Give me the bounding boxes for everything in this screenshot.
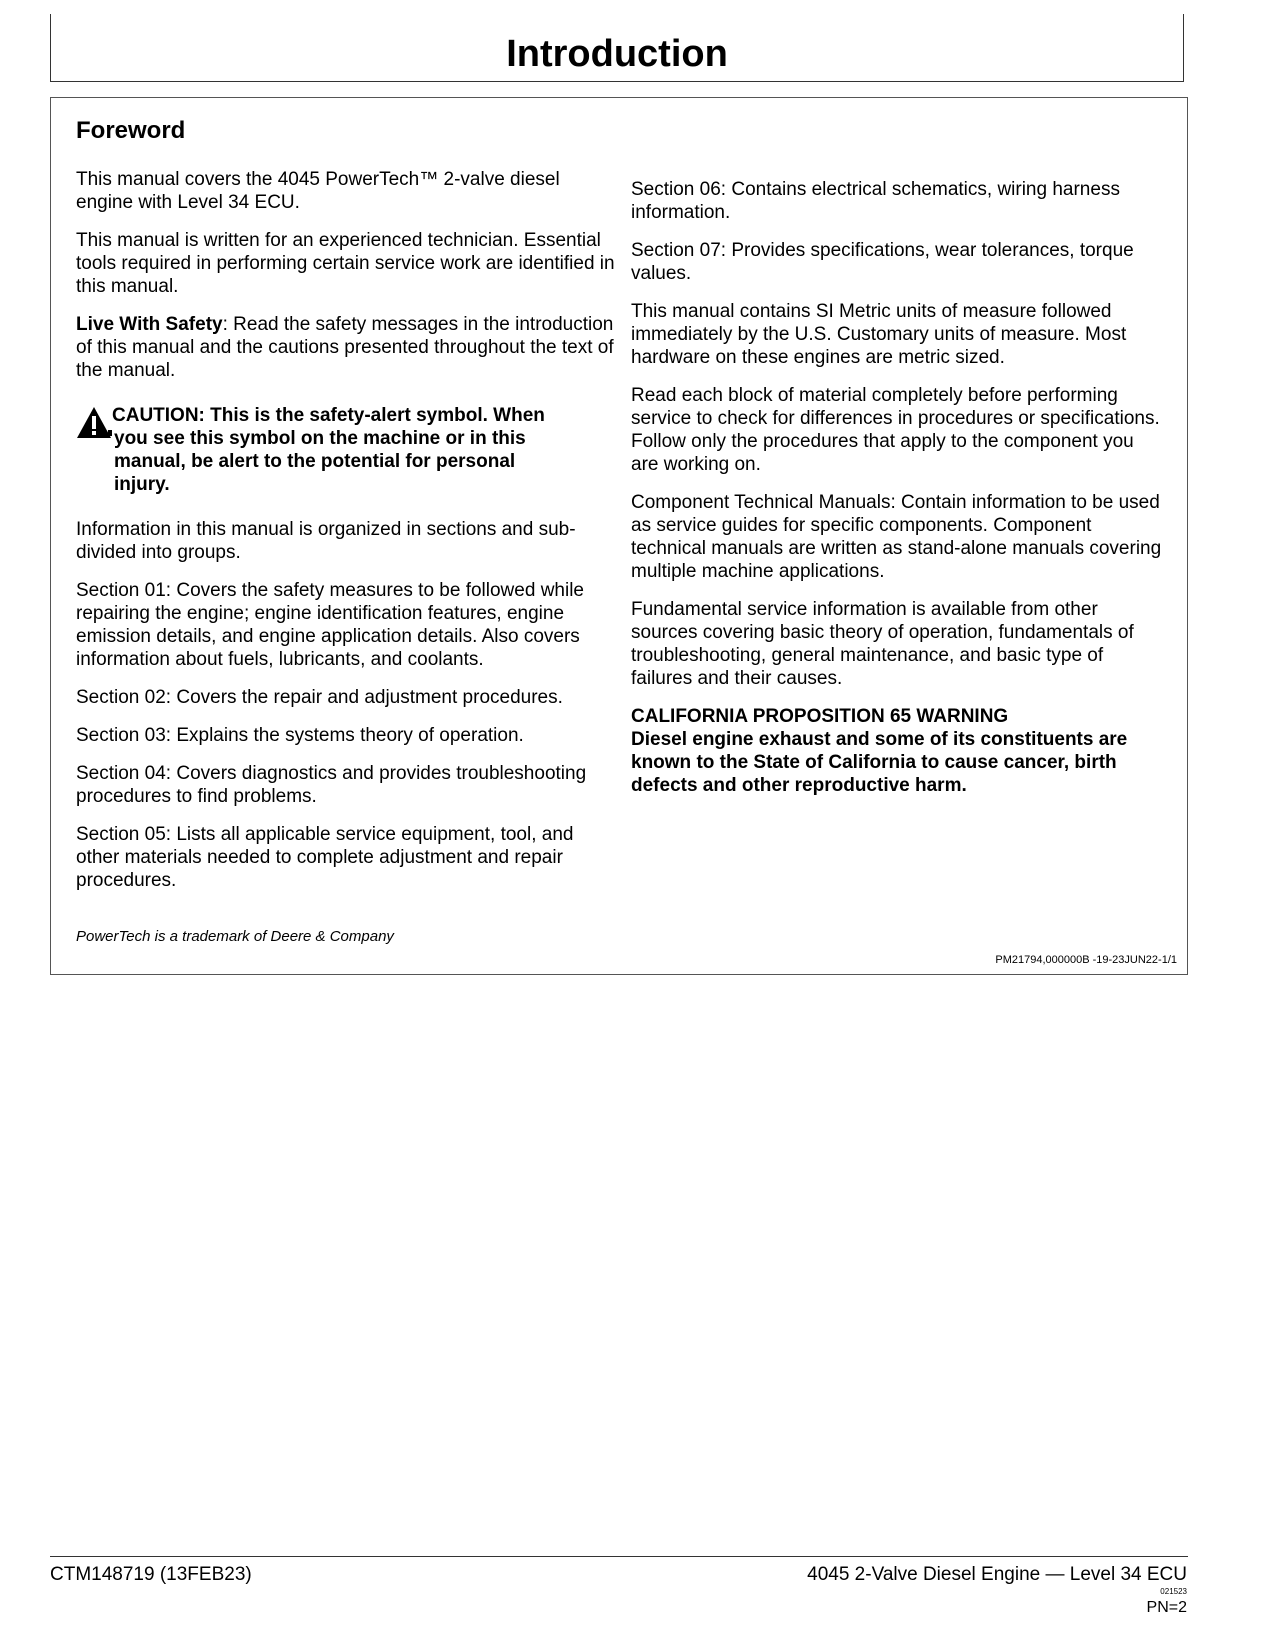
paragraph-section-02: Section 02: Covers the repair and adjustment procedures. — [76, 687, 563, 708]
paragraph-organization: Information in this manual is organized in sections and sub-divided into groups. — [76, 519, 576, 563]
paragraph-section-06: Section 06: Contains electrical schematics, wiring harness information. — [631, 179, 1120, 223]
caution-text: This is the safety-alert symbol. When you see this symbol on the machine or in this manual, be alert to the potential for personal injury. — [114, 405, 545, 495]
paragraph-section-01: Section 01: Covers the safety measures to be followed while repairing the engine; engine identification features, engine emission details, and engine application details. Also covers information about fuels, lubricants, and coolants. — [76, 580, 584, 670]
page-title: Introduction — [506, 33, 728, 75]
right-column — [631, 178, 1166, 812]
paragraph-section-03: Section 03: Explains the systems theory of operation. — [76, 725, 524, 746]
paragraph-intro: This manual covers the 4045 PowerTech™ 2-valve diesel engine with Level 34 ECU. — [76, 169, 560, 213]
footer-divider — [50, 1556, 1188, 1557]
paragraph-component-manuals: Component Technical Manuals: Contain information to be used as service guides for specific components. Component technical manuals are written as stand-alone manuals covering multiple machine applications. — [631, 492, 1162, 582]
paragraph-units: This manual contains SI Metric units of measure followed immediately by the U.S. Customary units of measure. Most hardware on these engines are metric sized. — [631, 301, 1127, 368]
caution-block — [76, 404, 616, 496]
footer-code: 021523 — [1160, 1587, 1187, 1596]
paragraph-section-07: Section 07: Provides specifications, wear tolerances, torque values. — [631, 240, 1134, 284]
footer-manual-id: CTM148719 (13FEB23) — [50, 1564, 252, 1585]
left-column — [76, 168, 616, 907]
paragraph-section-05: Section 05: Lists all applicable service equipment, tool, and other materials needed to complete adjustment and repair procedures. — [76, 824, 574, 891]
safety-label: Live With Safety — [76, 314, 223, 335]
paragraph-technician: This manual is written for an experienced technician. Essential tools required in performing certain service work are identified in this manual. — [76, 230, 615, 297]
foreword-box — [50, 97, 1188, 975]
trademark-note: PowerTech is a trademark of Deere & Company — [76, 928, 394, 945]
paragraph-section-04: Section 04: Covers diagnostics and provides troubleshooting procedures to find problems. — [76, 763, 587, 807]
safety-alert-icon — [76, 406, 112, 439]
caution-label: CAUTION: — [112, 405, 205, 426]
page-header — [50, 14, 1184, 82]
warning-title: CALIFORNIA PROPOSITION 65 WARNING — [631, 706, 1009, 727]
section-heading: Foreword — [76, 117, 186, 144]
safety-text: : Read the safety messages in the introduction of this manual and the cautions presented throughout the text of the manual. — [76, 314, 614, 381]
paragraph-read-block: Read each block of material completely before performing service to check for differences in procedures or specifications. Follow only the procedures that apply to the component you are working on. — [631, 385, 1160, 475]
document-reference: PM21794,000000B -19-23JUN22-1/1 — [995, 954, 1177, 966]
warning-text: Diesel engine exhaust and some of its constituents are known to the State of California to cause cancer, birth defects and other reproductive harm. — [631, 729, 1128, 796]
page-number: PN=2 — [1146, 1599, 1187, 1616]
paragraph-fundamental-info: Fundamental service information is available from other sources covering basic theory of operation, fundamentals of troubleshooting, general maintenance, and basic type of failures and their causes. — [631, 599, 1134, 689]
paragraph-safety — [76, 313, 616, 382]
footer-manual-title: 4045 2-Valve Diesel Engine — Level 34 ECU — [807, 1564, 1187, 1585]
